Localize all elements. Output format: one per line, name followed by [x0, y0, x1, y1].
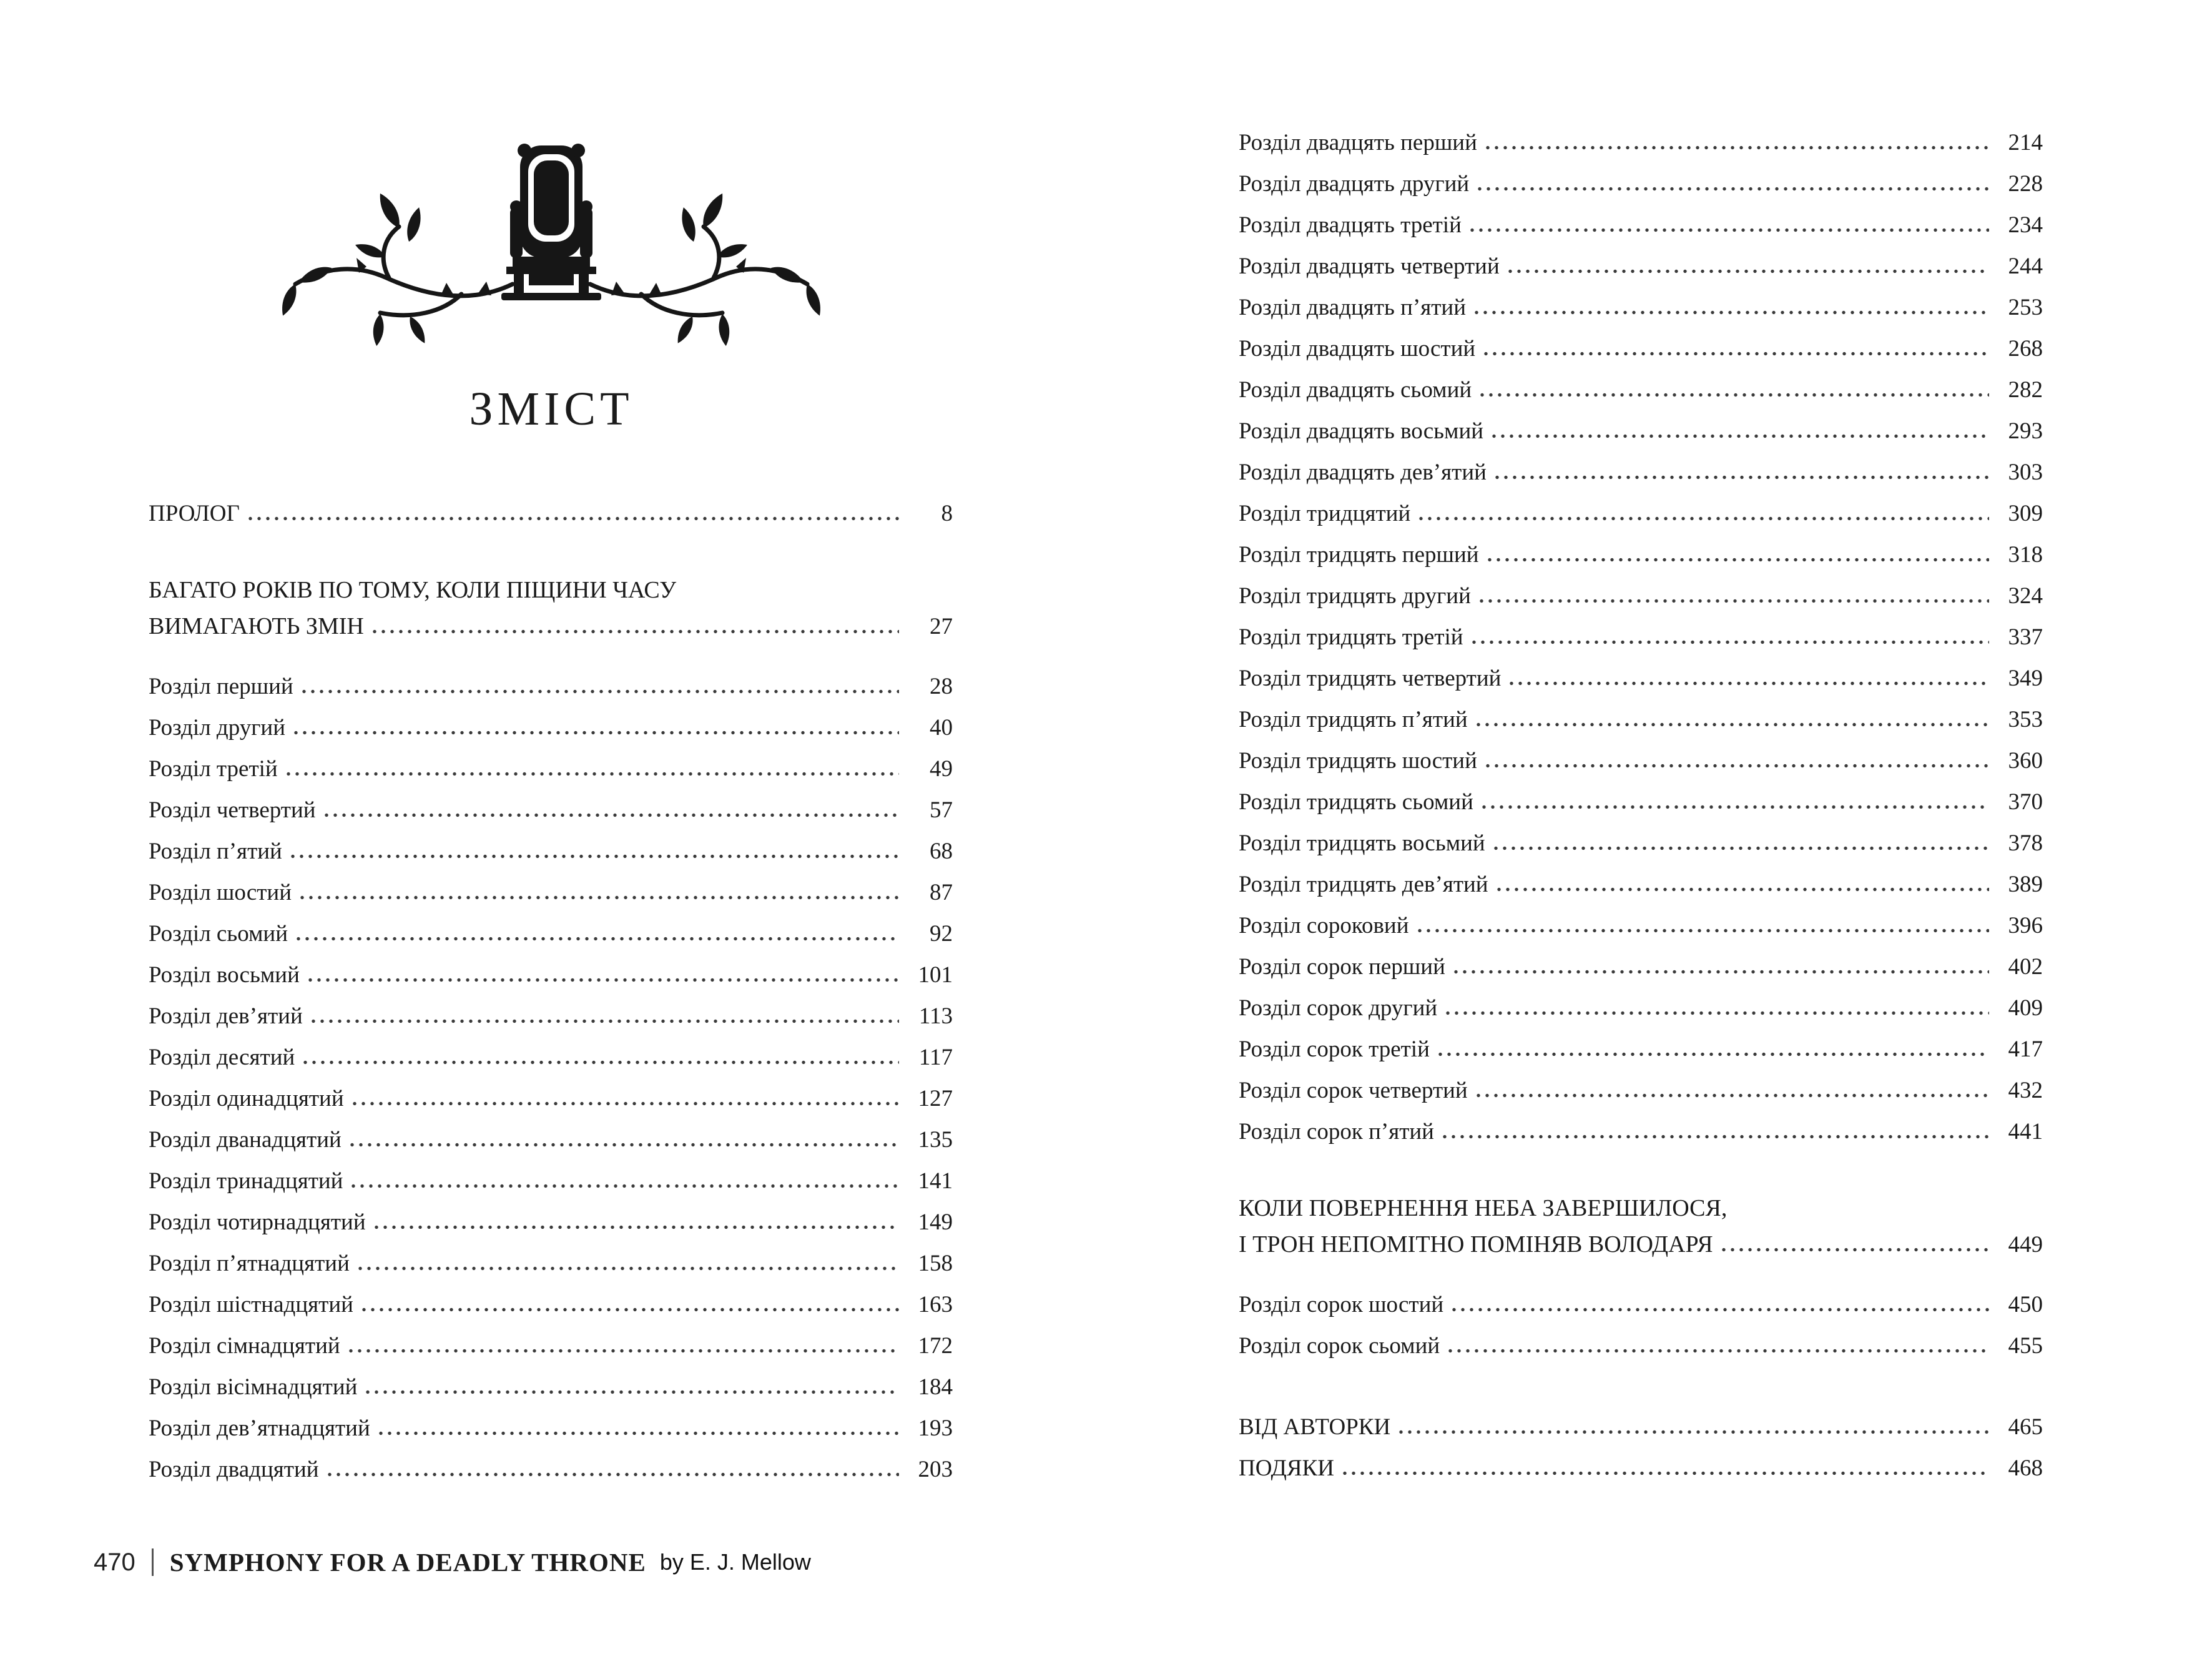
toc-dots-leader [356, 1266, 899, 1271]
toc-page-number: 234 [2008, 212, 2043, 238]
toc-row [1239, 823, 2043, 864]
toc-row [1239, 1407, 2043, 1448]
toc-dots-leader [1490, 434, 1989, 438]
toc-label: Розділ восьмий [149, 962, 300, 988]
toc-dots-leader [1397, 1430, 1989, 1434]
toc-label: Розділ сімнадцятий [149, 1333, 340, 1359]
toc-dots-leader [1340, 1471, 1989, 1475]
toc-label: Розділ сорок другий [1239, 995, 1438, 1021]
toc-page-number: 203 [918, 1457, 953, 1482]
toc-label: Розділ двадцять восьмий [1239, 418, 1484, 444]
toc-page-number: 40 [930, 715, 953, 741]
toc-page-number: 228 [2008, 171, 2043, 197]
toc-label: Розділ перший [149, 674, 293, 699]
toc-dots-leader [1482, 352, 1989, 356]
toc-page-number: 337 [2008, 624, 2043, 650]
toc-page-number: 244 [2008, 254, 2043, 279]
toc-label: Розділ сорок четвертий [1239, 1078, 1468, 1103]
toc-section-line-2: ВИМАГАЮТЬ ЗМІН [149, 613, 364, 639]
toc-row [1239, 1284, 2043, 1326]
toc-row [149, 790, 953, 831]
toc-section-row [1239, 1226, 2043, 1263]
toc-page-number: 163 [918, 1292, 953, 1317]
toc-page-number: 432 [2008, 1078, 2043, 1103]
toc-dots-leader [322, 813, 899, 817]
toc-label: Розділ сьомий [149, 921, 288, 947]
toc-page-number: 149 [918, 1209, 953, 1235]
toc-label: Розділ тринадцятий [149, 1168, 343, 1194]
toc-dots-leader [376, 1431, 899, 1435]
toc-label: Розділ двадцять перший [1239, 130, 1477, 155]
toc-dots-leader [360, 1307, 899, 1312]
toc-page-number: 409 [2008, 995, 2043, 1021]
toc-dots-leader [309, 1019, 899, 1023]
toc-page-number: 282 [2008, 377, 2043, 403]
toc-row [1239, 122, 2043, 164]
toc-dots-leader [1474, 1093, 1989, 1098]
toc-row [1239, 328, 2043, 370]
toc-dots-leader [292, 731, 899, 735]
toc-page-number: 353 [2008, 707, 2043, 732]
toc-row [149, 707, 953, 749]
toc-row [1239, 617, 2043, 658]
toc-row [1239, 947, 2043, 988]
toc-page-number: 57 [930, 797, 953, 823]
toc-label: Розділ тридцять шостий [1239, 748, 1477, 774]
toc-label: Розділ другий [149, 715, 286, 741]
footer-byline: by E. J. Mellow [659, 1549, 811, 1575]
footer-book-title: SYMPHONY FOR A DEADLY THRONE [169, 1548, 646, 1577]
toc-row [149, 1408, 953, 1449]
toc-page-number: 402 [2008, 954, 2043, 980]
toc-row [1239, 658, 2043, 699]
toc-dots-leader [370, 629, 899, 634]
toc-label: Розділ двадцять третій [1239, 212, 1462, 238]
toc-dots-leader [1492, 846, 1989, 850]
toc-label: Розділ третій [149, 756, 278, 782]
toc-label: Розділ дев’ятнадцятий [149, 1415, 370, 1441]
toc-label: Розділ двадцять сьомий [1239, 377, 1472, 403]
toc-row [149, 749, 953, 790]
toc-page-number: 455 [2008, 1333, 2043, 1359]
toc-page-number: 309 [2008, 501, 2043, 526]
toc-dots-leader [306, 978, 899, 982]
toc-label: Розділ тридцять сьомий [1239, 789, 1473, 815]
toc-row [1239, 493, 2043, 534]
toc-page-number: 396 [2008, 913, 2043, 938]
toc-dots-leader [301, 1060, 899, 1065]
toc-label: ПОДЯКИ [1239, 1455, 1334, 1481]
toc-row [149, 666, 953, 707]
toc-row [1239, 988, 2043, 1029]
toc-row [149, 493, 953, 534]
toc-dots-leader [1468, 228, 1989, 232]
toc-row [149, 1326, 953, 1367]
toc-page-number: 27 [930, 614, 953, 639]
toc-page-number: 87 [930, 880, 953, 905]
toc-label: Розділ двадцятий [149, 1457, 319, 1482]
toc-section-line-1: БАГАТО РОКІВ ПО ТОМУ, КОЛИ ПІЩИНИ ЧАСУ [149, 577, 677, 603]
toc-dots-leader [1440, 1135, 1989, 1139]
toc-section-heading [1239, 1190, 2043, 1263]
toc-row [1239, 246, 2043, 287]
toc-row [1239, 1448, 2043, 1489]
toc-page-number: 113 [918, 1003, 953, 1029]
toc-page-number: 127 [918, 1086, 953, 1111]
toc-row [149, 1243, 953, 1284]
toc-page-number: 324 [2008, 583, 2043, 609]
toc-label: Розділ тридцять четвертий [1239, 666, 1502, 691]
throne-vines-ornament-icon [252, 134, 851, 347]
toc-page-number: 417 [2008, 1036, 2043, 1062]
toc-section-heading [149, 572, 953, 645]
toc-dots-leader [1478, 393, 1989, 397]
toc-dots-leader [1417, 516, 1989, 521]
toc-dots-leader [1450, 1307, 1989, 1312]
toc-dots-leader [1452, 970, 1989, 974]
toc-label: Розділ сорок п’ятий [1239, 1119, 1434, 1145]
toc-label: Розділ тридцятий [1239, 501, 1411, 526]
toc-dots-leader [1506, 269, 1989, 273]
toc-row [149, 913, 953, 955]
toc-column-left [149, 493, 953, 1490]
toc-page-number: 349 [2008, 666, 2043, 691]
toc-label: ВІД АВТОРКИ [1239, 1414, 1391, 1440]
toc-page-number: 268 [2008, 336, 2043, 362]
chapter-ornament [149, 134, 954, 347]
toc-row [1239, 370, 2043, 411]
toc-dots-leader [1483, 764, 1989, 768]
toc-dots-leader [349, 1184, 899, 1188]
toc-page-number: 117 [918, 1045, 953, 1070]
toc-label: Розділ двадцять п’ятий [1239, 295, 1467, 320]
toc-label: Розділ сорок третій [1239, 1036, 1430, 1062]
toc-dots-leader [298, 895, 899, 900]
toc-row [1239, 534, 2043, 576]
toc-dots-leader [1493, 475, 1989, 480]
toc-label: Розділ тридцять восьмий [1239, 830, 1485, 856]
toc-page-number: 253 [2008, 295, 2043, 320]
toc-row [149, 955, 953, 996]
toc-label: Розділ дванадцятий [149, 1127, 342, 1153]
toc-page-number: 172 [918, 1333, 953, 1359]
toc-label: Розділ п’ятий [149, 839, 282, 864]
toc-page-number: 389 [2008, 872, 2043, 897]
toc-row [1239, 287, 2043, 328]
toc-row [149, 1037, 953, 1078]
toc-dots-leader [1472, 310, 1989, 315]
toc-label: ПРОЛОГ [149, 501, 240, 526]
toc-label: Розділ тридцять другий [1239, 583, 1471, 609]
toc-page-number: 293 [2008, 418, 2043, 444]
toc-page-number: 468 [2008, 1455, 2043, 1481]
toc-dots-leader [1495, 887, 1989, 892]
toc-page-number: 303 [2008, 460, 2043, 485]
toc-label: Розділ двадцять другий [1239, 171, 1470, 197]
toc-row [1239, 782, 2043, 823]
toc-page-number: 450 [2008, 1292, 2043, 1317]
toc-section-line-1: КОЛИ ПОВЕРНЕННЯ НЕБА ЗАВЕРШИЛОСЯ, [1239, 1195, 1728, 1221]
toc-row [1239, 864, 2043, 905]
toc-label: Розділ четвертий [149, 797, 316, 823]
toc-row [149, 996, 953, 1037]
toc-page-number: 318 [2008, 542, 2043, 568]
toc-row [149, 831, 953, 872]
toc-row [1239, 452, 2043, 493]
toc-row [1239, 1070, 2043, 1111]
toc-dots-leader [294, 937, 899, 941]
toc-row [1239, 205, 2043, 246]
toc-page-number: 360 [2008, 748, 2043, 774]
toc-page-number: 49 [930, 756, 953, 782]
toc-label: Розділ вісімнадцятий [149, 1374, 358, 1400]
toc-page-number: 214 [2008, 130, 2043, 155]
toc-column-right [1239, 122, 2043, 1489]
toc-page-number: 370 [2008, 789, 2043, 815]
toc-dots-leader [1443, 1011, 1989, 1015]
toc-page-number: 141 [918, 1168, 953, 1194]
toc-row [149, 1202, 953, 1243]
toc-label: Розділ п’ятнадцятий [149, 1251, 350, 1276]
toc-dots-leader [284, 772, 899, 776]
toc-label: Розділ тридцять дев’ятий [1239, 872, 1488, 897]
toc-dots-leader [347, 1349, 899, 1353]
toc-row [149, 1449, 953, 1490]
toc-row [149, 1367, 953, 1408]
toc-page-number: 92 [930, 921, 953, 947]
toc-row [149, 1078, 953, 1120]
toc-page-number: 378 [2008, 830, 2043, 856]
toc-dots-leader [348, 1143, 899, 1147]
toc-label: Розділ тридцять п’ятий [1239, 707, 1468, 732]
toc-dots-leader [1474, 722, 1989, 727]
toc-dots-leader [1475, 187, 1989, 191]
footer-page-number: 470 [94, 1548, 135, 1576]
toc-row [1239, 1111, 2043, 1153]
toc-section-line-2: І ТРОН НЕПОМІТНО ПОМІНЯВ ВОЛОДАРЯ [1239, 1231, 1713, 1258]
toc-dots-leader [325, 1472, 899, 1477]
toc-row [1239, 411, 2043, 452]
toc-page-number: 28 [930, 674, 953, 699]
toc-page-number: 441 [2008, 1119, 2043, 1145]
toc-label: Розділ одинадцятий [149, 1086, 344, 1111]
toc-dots-leader [246, 516, 899, 521]
toc-dots-leader [350, 1101, 899, 1106]
toc-page-number: 158 [918, 1251, 953, 1276]
toc-dots-leader [300, 689, 899, 694]
toc-row [149, 1120, 953, 1161]
toc-dots-leader [1483, 145, 1989, 150]
toc-dots-leader [1480, 805, 1989, 809]
toc-label: Розділ дев’ятий [149, 1003, 303, 1029]
toc-page-number: 135 [918, 1127, 953, 1153]
toc-dots-leader [1446, 1349, 1989, 1353]
toc-row [1239, 576, 2043, 617]
toc-label: Розділ сорок перший [1239, 954, 1445, 980]
toc-dots-leader [363, 1390, 899, 1394]
toc-dots-leader [288, 854, 899, 859]
page-title: ЗМІСТ [469, 383, 634, 435]
footer [94, 1547, 811, 1577]
toc-label: Розділ чотирнадцятий [149, 1209, 366, 1235]
toc-row [1239, 699, 2043, 741]
toc-section-row [149, 608, 953, 645]
toc-label: Розділ двадцять дев’ятий [1239, 460, 1487, 485]
toc-dots-leader [1719, 1248, 1989, 1252]
toc-label: Розділ двадцять шостий [1239, 336, 1476, 362]
toc-dots-leader [372, 1225, 899, 1229]
toc-label: Розділ сороковий [1239, 913, 1409, 938]
toc-page-number: 465 [2008, 1414, 2043, 1440]
toc-label: Розділ шостий [149, 880, 292, 905]
toc-dots-leader [1415, 928, 1989, 933]
toc-row [149, 872, 953, 913]
toc-page-number: 8 [941, 501, 953, 526]
toc-row [1239, 1029, 2043, 1070]
toc-page-number: 449 [2008, 1232, 2043, 1258]
toc-dots-leader [1485, 558, 1989, 562]
toc-row [1239, 741, 2043, 782]
toc-label: Розділ шістнадцятий [149, 1292, 353, 1317]
toc-row [149, 1161, 953, 1202]
toc-label: Розділ сорок сьомий [1239, 1333, 1440, 1359]
toc-dots-leader [1470, 640, 1989, 644]
toc-label: Розділ двадцять четвертий [1239, 254, 1500, 279]
toc-label: Розділ сорок шостий [1239, 1292, 1444, 1317]
footer-divider [152, 1548, 154, 1576]
toc-label: Розділ тридцять перший [1239, 542, 1479, 568]
toc-dots-leader [1436, 1052, 1989, 1056]
toc-label: Розділ десятий [149, 1045, 295, 1070]
toc-dots-leader [1507, 681, 1989, 686]
toc-page-number: 68 [930, 839, 953, 864]
toc-row [1239, 164, 2043, 205]
toc-row [1239, 905, 2043, 947]
toc-row [1239, 1326, 2043, 1367]
toc-label: Розділ тридцять третій [1239, 624, 1463, 650]
toc-dots-leader [1477, 599, 1989, 603]
toc-page-number: 101 [918, 962, 953, 988]
toc-page-number: 193 [918, 1415, 953, 1441]
toc-row [149, 1284, 953, 1326]
toc-page-number: 184 [918, 1374, 953, 1400]
